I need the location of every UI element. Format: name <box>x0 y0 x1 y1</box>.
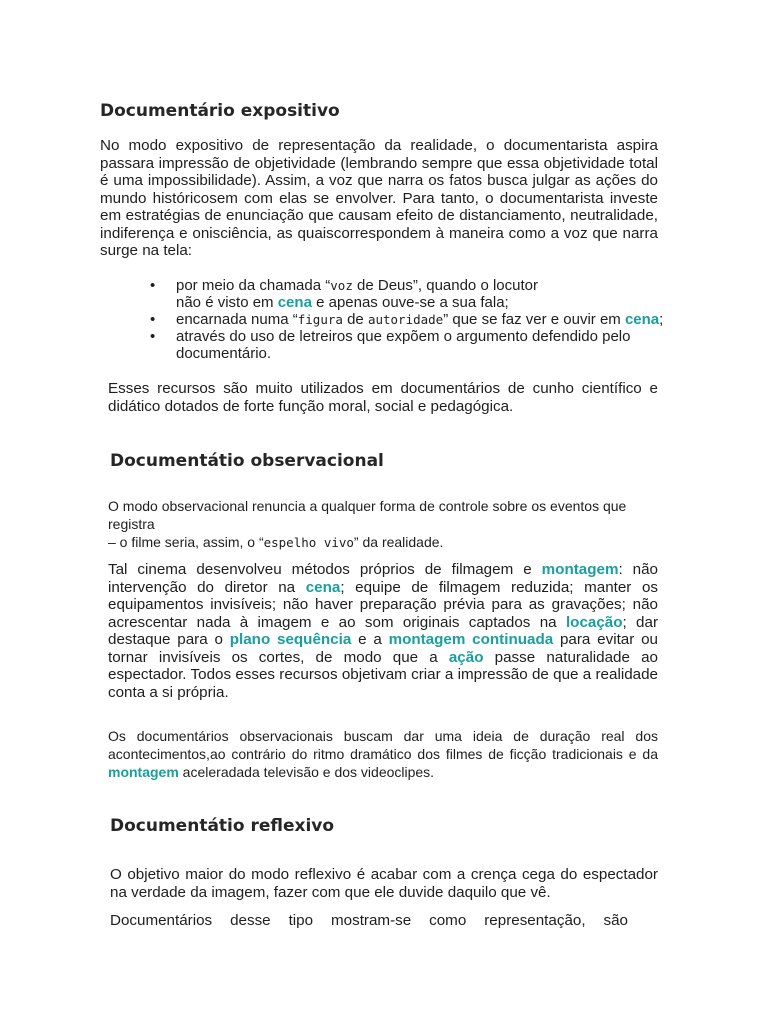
keyword-link[interactable]: cena <box>305 578 341 596</box>
keyword-link[interactable]: cena <box>624 311 660 328</box>
paragraph-observacional-intro: O modo observacional renuncia a qualquer forma de controle sobre os eventos que registra – o filme seria, assim, o “espelho vivo” da realidade. <box>108 498 627 550</box>
keyword-link[interactable]: plano sequência <box>229 631 352 648</box>
keyword-link[interactable]: ação <box>448 648 484 666</box>
keyword-link[interactable]: montagem continuada <box>388 631 554 648</box>
paragraph-reflexivo-cont: Documentários desse tipo mostram-se como representação, são <box>110 912 628 929</box>
heading-expositivo: Documentário expositivo <box>100 101 340 121</box>
list-item: • através do uso de letreiros que expõem o argumento defendido pelo documentário. <box>150 328 670 362</box>
keyword-link[interactable]: cena <box>277 294 312 311</box>
paragraph-observacional-duration: Os documentários observacionais buscam dar uma ideia de duração real dos acontecimentos,ao contrário do ritmo dramático dos filmes de ficção tradicionais e da montagem aceleradada televisão e dos videoclipes. <box>108 728 658 780</box>
paragraph-expositivo-intro: No modo expositivo de representação da realidade, o documentarista aspira passara impressão de objetividade (lembrando sempre que essa objetividade total é uma impossibilidade). Assim, a voz que narra os fatos busca julgar as ações do mundo históricosem com elas se envolver. Para tanto, o documentarista investe em estratégias de enunciação que causam efeito de distanciamento, neutralidade, indiferença e onisciência, as quaiscorrespondem à maneira como a voz que narra surge na tela: <box>100 137 658 259</box>
list-item: • encarnada numa “figura de autoridade” que se faz ver e ouvir em cena; <box>150 311 670 328</box>
keyword-link[interactable]: montagem <box>541 561 619 578</box>
strategies-list <box>150 277 670 362</box>
paragraph-observacional-methods: Tal cinema desenvolveu métodos próprios de filmagem e montagem: não intervenção do diretor na cena; equipe de filmagem reduzida; manter os equipamentos invisíveis; não haver preparação prévia para as gravações; não acrescentar nada à imagem e ao som originais captados na locação; dar destaque para o plano sequência e a montagem continuada para evitar ou tornar invisíveis os cortes, de modo que a ação passe naturalidade ao espectador. Todos esses recursos objetivam criar a impressão de que a realidade conta a si própria. <box>108 561 659 701</box>
keyword-link[interactable]: montagem <box>108 764 179 780</box>
heading-observacional: Documentátio observacional <box>110 451 384 471</box>
list-item: • por meio da chamada “voz de Deus”, quando o locutor não é visto em cena e apenas ouve-se a sua fala; <box>150 277 670 311</box>
paragraph-expositivo-closing: Esses recursos são muito utilizados em documentários de cunho científico e didático dotados de forte função moral, social e pedagógica. <box>108 380 658 415</box>
keyword-link[interactable]: locação <box>565 613 623 631</box>
paragraph-reflexivo-goal: O objetivo maior do modo reflexivo é acabar com a crença cega do espectador na verdade da imagem, fazer com que ele duvide daquilo que vê. <box>110 866 658 901</box>
heading-reflexivo: Documentátio reflexivo <box>110 816 335 836</box>
